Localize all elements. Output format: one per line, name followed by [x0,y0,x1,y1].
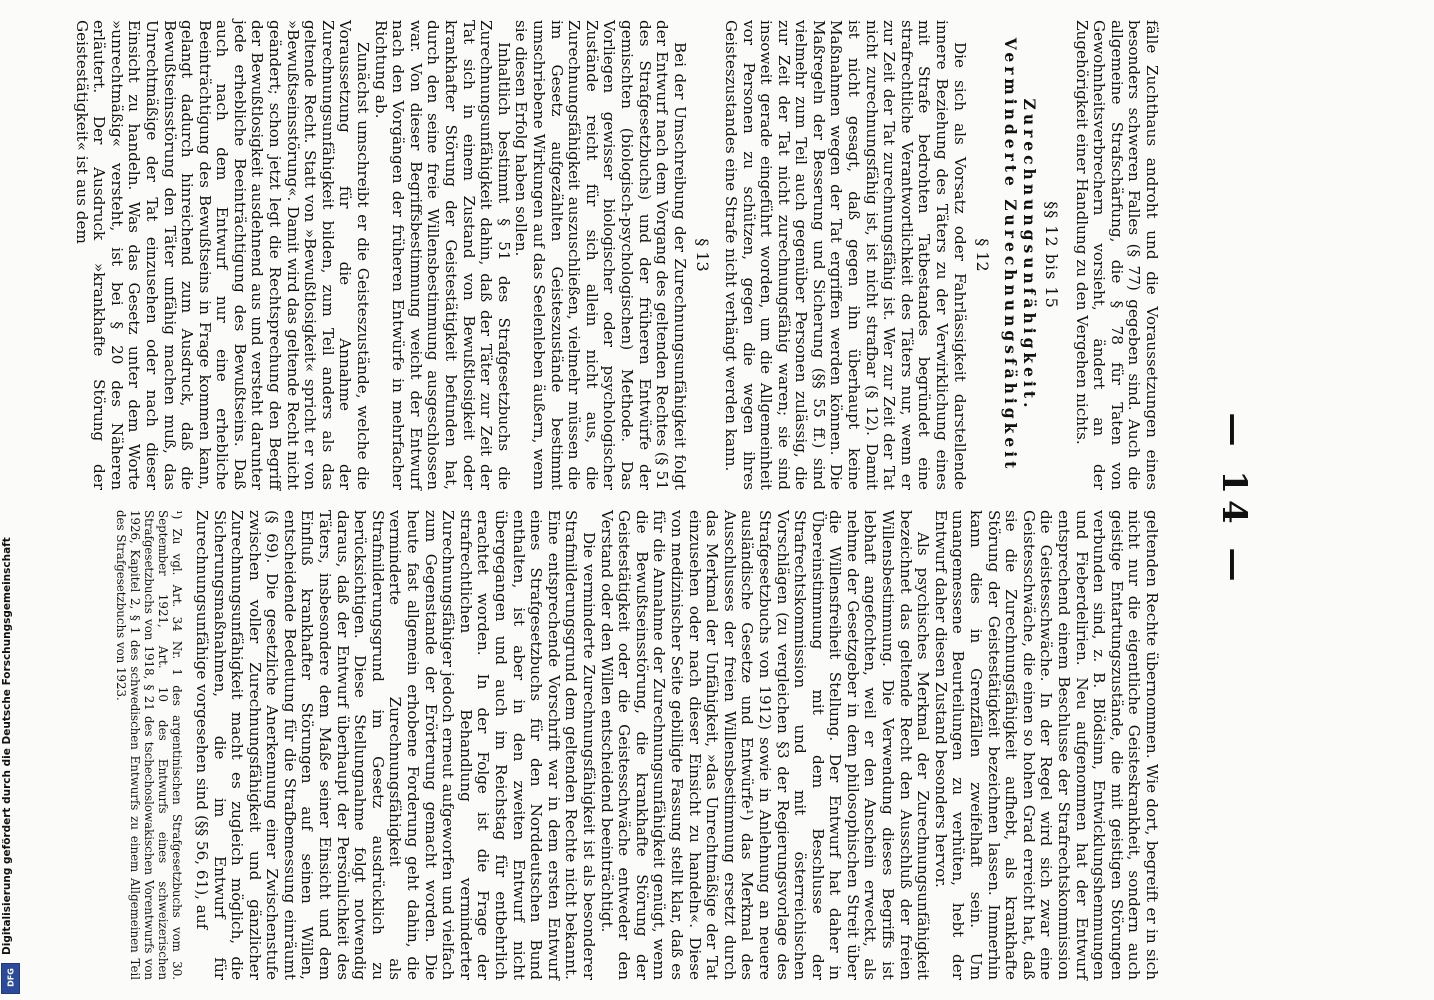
paragraph-section-13-b: Inhaltlich bestimmt § 51 des Strafgesetzbuchs die Zurechnungsunfähigkeit dahin, daß der Täter zur Zeit der Tat sich in einem Zustand von Bewußtlosigkeit oder krankhafter Störung der Geistestätigkeit befunden hat, durch den seine freie Willensbestimmung ausgeschlossen war. Von dieser Begriffsbestimmung weicht der Entwurf nach den Vorgängen der früheren Entwürfe in mehrfacher Richtung ab. [371,20,513,490]
dfg-logo [1,963,20,994]
paragraph-intro: fälle Zuchthaus androht und die Voraussetzungen eines besonders schweren Falles (§ 77) gegeben sind. Auch die allgemeine Strafschärfung, die § 78 für Taten von Gewohnheitsverbrechern vorsieht, ändert an der Zugehörigkeit einer Handlung zu den Vergehen nichts. [1072,20,1161,490]
paragraph-section-12: Die sich als Vorsatz oder Fahrlässigkeit darstellende innere Beziehung des Täters zu der Verwirklichung eines mit Strafe bedrohten Tatbestandes begründet eine strafrechtliche Verantwortlichkeit des Täters nur, wenn er zur Zeit der Tat zurechnungsfähig ist. Wer zur Zeit der Tat nicht zurechnungsfähig ist, ist nicht strafbar (§ 12). Damit ist nicht gesagt, daß gegen ihn überhaupt keine Maßnahmen wegen der Tat ergriffen werden können. Die Maßregeln der Besserung und Sicherung (§§ 55 ff.) sind vielmehr zum Teil auch gegenüber Personen zulässig, die zur Zeit der Tat nicht zurechnungsfähig waren; sie sind insoweit gerade eingeführt worden, um die Allgemeinheit vor Personen zu schützen, gegen die wegen ihres Geisteszustandes eine Strafe nicht verhängt werden kann. [721,20,969,490]
paragraph-right-3: Die verminderte Zurechnungsfähigkeit ist als besonderer Strafmilderungsgrund dem geltenden Rechte nicht bekannt. Eine entsprechende Vorschrift war in dem ersten Entwurf eines Strafgesetzbuchs für den Norddeutschen Bund enthalten, ist aber in den zweiten Entwurf nicht übergegangen und auch im Reichstag für entbehrlich erachtet worden. In der Folge ist die Frage der strafrechtlichen Behandlung verminderter Zurechnungsfähiger jedoch erneut aufgeworfen und vielfach zum Gegenstande der Erörterung gemacht worden. Die heute fast allgemein erhobene Forderung geht dahin, die verminderte Zurechnungsfähigkeit als Strafmilderungsgrund im Gesetz ausdrücklich zu berücksichtigen. Diese Stellungnahme folgt notwendig daraus, daß der Entwurf überhaupt der Persönlichkeit des Täters, insbesondere dem Maße seiner Einsicht und dem Einfluß krankhafter Störungen auf seinen Willen, entscheidende Bedeutung für die Strafbemessung einräumt (§ 69). Die gesetzliche Anerkennung einer Zwischenstufe zwischen voller Zurechnungsfähigkeit und gänzlicher Zurechnungsunfähigkeit macht es zugleich möglich, die Sicherungsmaßnahmen, die im Entwurf für Zurechnungsunfähige vorgesehen sind (§§ 56, 61), auf [192,510,598,980]
page-number: — 14 — [1214,412,1254,588]
dfg-logo-text: DFG [6,968,16,987]
footnote [114,510,184,980]
paragraph-right-2: Als psychisches Merkmal der Zurechnungsunfähigkeit bezeichnet das geltende Recht den Ausschluß der freien Willensbestimmung. Die Verwendung dieses Begriffs ist lebhaft angefochten, weil er den Anschein erweckt, als nehme der Gesetzgeber in dem philosophischen Streit über die Willensfreiheit Stellung. Der Entwurf hat daher in Übereinstimmung mit dem Beschlusse der Strafrechtskommission und mit österreichischen Vorschlägen (zu vergleichen §3 der Regierungsvorlage des Strafgesetzbuchs von 1912) sowie in Anlehnung an neuere ausländische Gesetze und Entwürfe¹) das Merkmal des Ausschlusses der freien Willensbestimmung ersetzt durch das Merkmal der Unfähigkeit, »das Unrechtmäßige der Tat einzusehen oder nach dieser Einsicht zu handeln«. Diese von medizinischer Seite gebilligte Fassung stellt klar, daß es für die Annahme der Zurechnungsunfähigkeit genügt, wenn die Bewußtseinsstörung, die krankhafte Störung der Geistestätigkeit oder die Geistesschwäche entweder den Verstand oder den Willen entscheidend beeinträchtigt. [597,510,933,980]
section-13-heading: § 13 [693,238,713,272]
section-12-heading: § 12 [973,238,993,272]
footnote-1: ¹) Zu vgl. Art. 34 Nr. 1 des argentinischen Strafgesetzbuchs vom 30. September 1921, Art. 10 des Entwurfs eines schweizerischen Strafgesetzbuchs von 1918, § 21 des tschechoslowakischen Vorentwurfs von 1926, Kapitel 2, § 1 des schwedischen Entwurfs zu einem Allgemeinen Teil des Strafgesetzbuchs von 1923. [114,510,185,980]
page-header [1180,0,1260,1000]
digitization-credit: Digitalisierung gefördert durch die Deutsche Forschungsgemeinschaft [1,537,13,955]
section-range-heading: §§ 12 bis 15 [1042,201,1062,309]
heading-zurechnungsunfaehigkeit: Zurechnungsunfähigkeit. [1020,98,1040,412]
left-column [72,20,1160,490]
right-column [114,510,1160,980]
heading-verminderte-zurechnungsfaehigkeit: Verminderte Zurechnungsfähigkeit [1000,37,1020,473]
digitization-sidebar [0,0,20,1000]
paragraph-right-1: geltenden Rechte übernommen. Wie dort, begreift er in sich nicht nur die eigentliche Geisteskrankheit, sondern auch geistige Entartungszustände, die mit geistigen Störungen verbunden sind, z. B. Blödsinn, Entwicklungshemmungen und Fieberdelirien. Neu aufgenommen hat der Entwurf entsprechend einem Beschlusse der Strafrechtskommission die Geistesschwäche. In der Regel wird sich zwar eine Geistesschwäche, die einen so hohen Grad erreicht hat, daß sie die Zurechnungsfähigkeit aufhebt, als krankhafte Störung der Geistestätigkeit bezeichnen lassen. Immerhin kann dies in Grenzfällen zweifelhaft sein. Um unangemessene Beurteilungen zu verhüten, hebt der Entwurf daher diesen Zustand besonders hervor. [931,510,1161,980]
paragraph-section-13-a: Bei der Umschreibung der Zurechnungsunfähigkeit folgt der Entwurf nach dem Vorgang des geltenden Rechtes (§ 51 des Strafgesetzbuchs) und der früheren Entwürfe der gemischten (biologisch-psychologischen) Methode. Das Vorliegen gewisser biologischer oder psychologischer Zustände reicht für sich allein nicht aus, die Zurechnungsfähigkeit auszuschließen, vielmehr müssen die im Gesetz aufgezählten Geisteszustände bestimmt umschriebene Wirkungen auf das Seelenleben äußern, wenn sie diesen Erfolg haben sollen. [512,20,689,490]
paragraph-section-13-c: Zunächst umschreibt er die Geisteszustände, welche die Voraussetzung für die Annahme der Zurechnungsunfähigkeit bilden, zum Teil anders als das geltende Recht. Statt von »Bewußtlosigkeit« spricht er von »Bewußtseinsstörung«. Damit wird das geltende Recht nicht geändert; schon jetzt legt die Rechtsprechung den Begriff der Bewußtlosigkeit ausdehnend aus und versteht darunter jede erhebliche Beeinträchtigung des Bewußtseins. Daß auch nach dem Entwurf nur eine erhebliche Beeinträchtigung des Bewußtseins in Frage kommen kann, gelangt dadurch hinreichend zum Ausdruck, daß die Bewußtseinsstörung den Täter unfähig machen muß, das Unrechtmäßige der Tat einzusehen oder nach dieser Einsicht zu handeln. Was das Gesetz unter dem Worte »unrechtmäßig« versteht, ist bei § 20 des Näheren erläutert. Der Ausdruck »krankhafte Störung der Geistestätigkeit« ist aus dem [72,20,373,490]
rotated-page-content [72,0,1260,1000]
